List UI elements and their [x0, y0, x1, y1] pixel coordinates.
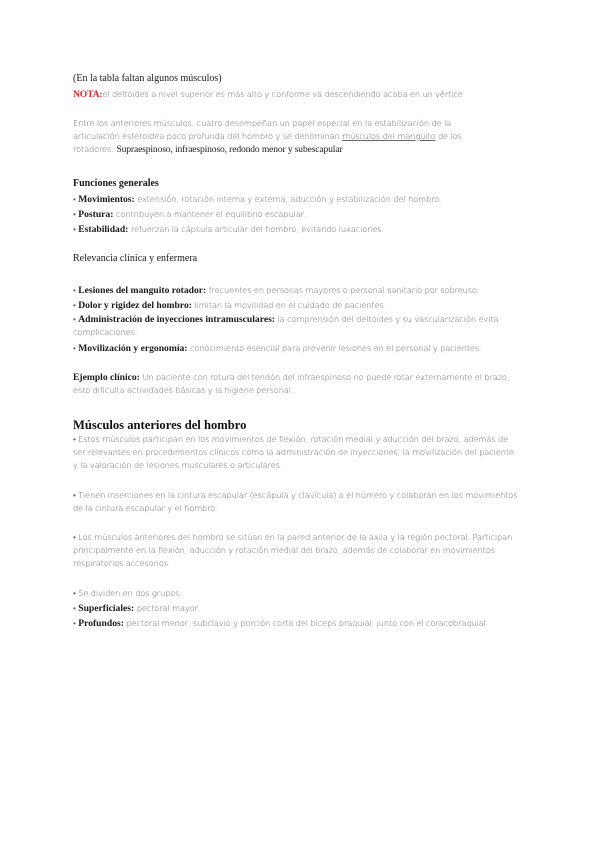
- rotator-cuff-muscles: Supraespinoso, infraespinoso, redondo menor y subescapular: [116, 144, 343, 155]
- funciones-item: • Estabilidad: refuerzan la cápsula articular del hombro, evitando luxaciones.: [73, 224, 384, 235]
- ejemplo-text: Un paciente con rotura del tendón del infraespinoso no puede rotar externamente el brazo, esto dificulta actividades básicas y la higiene personal.: [73, 372, 510, 395]
- relevancia-item: • Dolor y rigidez del hombro: limitan la movilidad en el cuidado de pacientes.: [73, 300, 387, 311]
- groups-intro: • Se dividen en dos grupos:: [73, 588, 182, 598]
- relevancia-item: • Lesiones del manguito rotador: frecuentes en personas mayores o personal sanitario por sobreuso.: [73, 285, 480, 296]
- ejemplo-clinico: [73, 371, 518, 397]
- relevancia-item: • Movilización y ergonomía: conocimiento esencial para prevenir lesiones en el personal y pacientes.: [73, 343, 482, 354]
- relevancia-item-label: Administración de inyecciones intramusculares:: [78, 314, 276, 325]
- ejemplo-label: Ejemplo clínico:: [73, 372, 140, 383]
- nota-line: [73, 88, 463, 101]
- relevancia-item-label: Lesiones del manguito rotador:: [78, 285, 207, 296]
- group-item-text: pectoral menor, subclavio y porción corta del bíceps braquial, junto con el coracobraquial.: [123, 618, 489, 628]
- anteriores-paragraph-1: • Estos músculos participan en los movimientos de flexión, rotación medial y aducción del brazo, además de ser relevantes en procedimientos clínicos como la administración de inyecciones, la movilización del paciente y la valoración de lesiones musculares o articulares.: [73, 434, 514, 470]
- anteriores-paragraph-3: • Los músculos anteriores del hombro se sitúan en la pared anterior de la axila y la región pectoral. Participan principalmente en la flexión, aducción y rotación medial del brazo, además de colaborar en movimientos respiratorios accesorios.: [73, 532, 513, 568]
- intro-line-2: [73, 130, 462, 143]
- group-item-label: Profundos:: [78, 618, 124, 629]
- funciones-list: [73, 192, 441, 237]
- funciones-item: • Movimientos: extensión, rotación interna y externa, aducción y estabilización del hombro.: [73, 194, 442, 205]
- nota-text: el deltoides a nivel superior es más alto y conforme va descendiendo acaba en un vértice: [102, 89, 463, 99]
- anteriores-title: Músculos anteriores del hombro: [73, 418, 247, 432]
- funciones-title: Funciones generales: [73, 178, 159, 189]
- relevancia-list: [73, 283, 518, 356]
- relevancia-item: • Administración de inyecciones intramusculares: la comprensión del deltoides y su vascularización evita complicaciones.: [73, 314, 499, 337]
- funciones-item-label: Movimientos:: [78, 194, 135, 205]
- anteriores-groups: [73, 586, 488, 631]
- funciones-item-text: refuerzan la cápsula articular del hombro, evitando luxaciones.: [128, 224, 384, 234]
- relevancia-title: Relevancia clínica y enfermera: [73, 253, 198, 264]
- intro-line-2-text: articulación esferoidea poco profunda del hombro y se denominan: [73, 131, 343, 141]
- relevancia-item-text: conocimiento esencial para prevenir lesiones en el personal y pacientes.: [187, 343, 482, 353]
- group-item: • Superficiales: pectoral mayor.: [73, 603, 200, 614]
- intro-line-3-text: rotadores:: [73, 144, 117, 154]
- funciones-item: • Postura: contribuyen a mantener el equilibrio escapular.: [73, 209, 306, 220]
- funciones-item-text: extensión, rotación interna y externa, aducción y estabilización del hombro.: [134, 194, 442, 204]
- relevancia-item-text: limitan la movilidad en el cuidado de pacientes.: [191, 300, 387, 310]
- intro-paragraph: [73, 117, 462, 156]
- relevancia-item-label: Dolor y rigidez del hombro:: [78, 300, 192, 311]
- nota-label: NOTA:: [73, 89, 103, 100]
- relevancia-item-text: frecuentes en personas mayores o personal sanitario por sobreuso.: [206, 285, 480, 295]
- funciones-item-label: Postura:: [78, 209, 114, 220]
- intro-line-3: [73, 143, 462, 156]
- intro-line-2-tail: de los: [435, 131, 462, 141]
- group-item-text: pectoral mayor.: [134, 603, 200, 613]
- missing-muscles-note: (En la tabla faltan algunos músculos): [73, 73, 222, 84]
- anteriores-paragraph-2: • Tienen inserciones en la cintura escapular (escápula y clavícula) o el húmero y colaboran en los movimientos de la cintura escapular y el hombro.: [73, 490, 518, 513]
- group-item: • Profundos: pectoral menor, subclavio y porción corta del bíceps braquial, junto con el coracobraquial.: [73, 618, 489, 629]
- rotator-cuff-link: músculos del manguito: [342, 131, 436, 141]
- relevancia-item-label: Movilización y ergonomía:: [78, 343, 188, 354]
- group-item-label: Superficiales:: [78, 603, 135, 614]
- intro-line-1: Entre los anteriores músculos, cuatro desempeñan un papel especial en la estabilización de la: [73, 118, 452, 128]
- funciones-item-label: Estabilidad:: [78, 224, 129, 235]
- funciones-item-text: contribuyen a mantener el equilibrio escapular.: [113, 209, 306, 219]
- relevancia-item-text: la comprensión del deltoides y su vascularización evita complicaciones.: [73, 314, 499, 337]
